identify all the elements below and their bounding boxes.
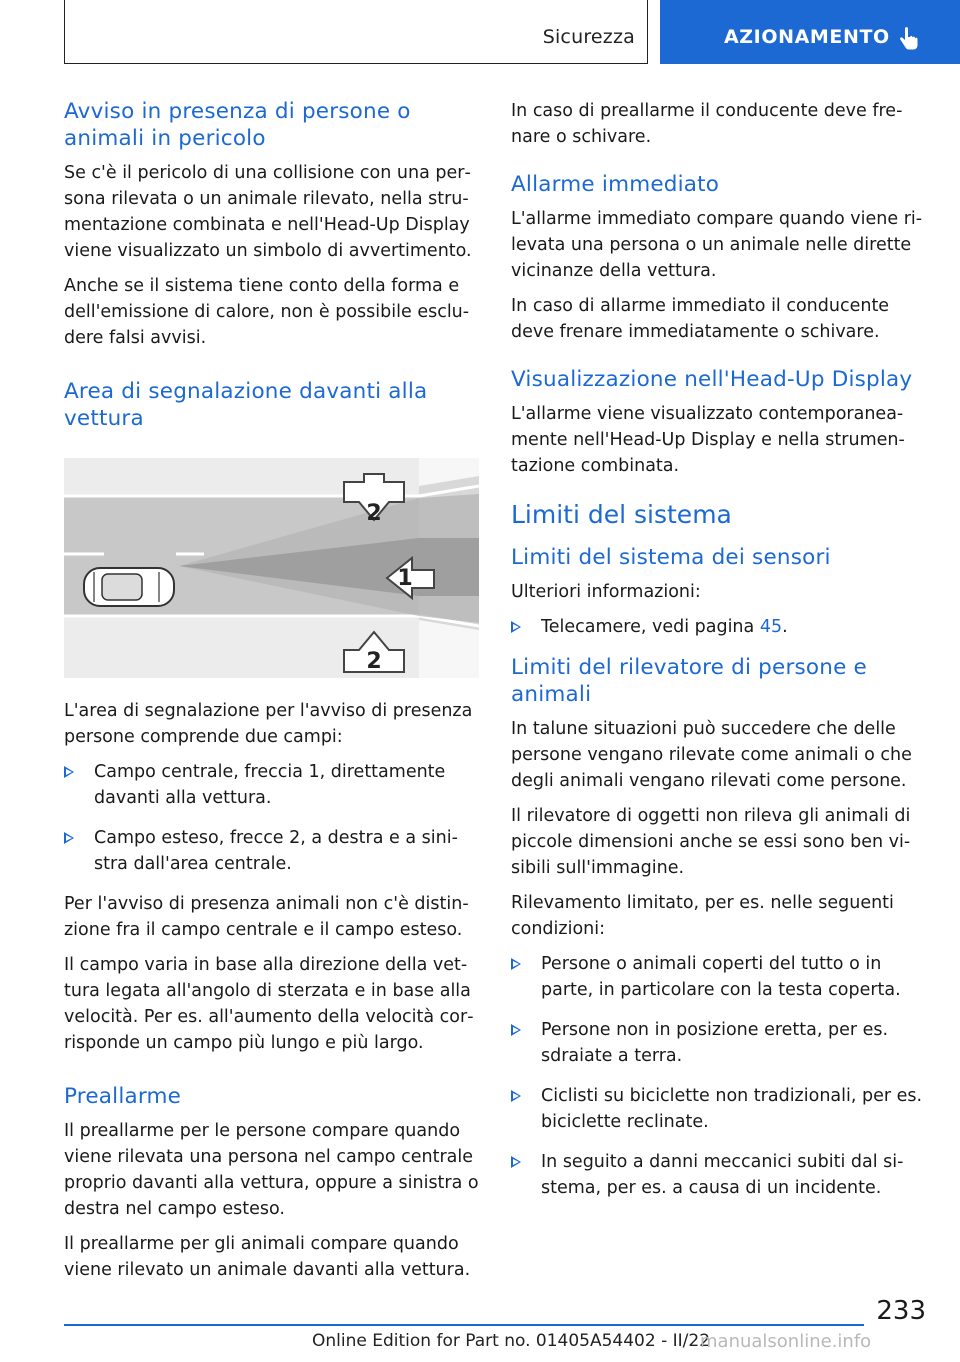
footer-watermark: manualsonline.info	[700, 1331, 872, 1352]
list-item: Campo esteso, frecce 2, a destra e a sinistra dall'area centrale.	[64, 825, 479, 877]
paragraph: Rilevamento limitato, per es. nelle seguenti condizioni:	[511, 893, 894, 939]
pointing-hand-icon	[896, 27, 920, 53]
list-item: Ciclisti su biciclette non tradizionali, per es. biciclette reclinate.	[511, 1083, 927, 1135]
list-item: Telecamere, vedi pagina 45.	[511, 614, 927, 640]
header-section-title: Sicurezza	[542, 26, 635, 48]
heading-immediate-alarm: Allarme immediato	[511, 172, 720, 197]
heading-detector-limits: Limiti del rilevatore di persone e animali	[511, 655, 867, 707]
paragraph: L'allarme viene visualizzato contemporaneamente nell'Head-Up Display e nella strumentazione combinata.	[511, 404, 905, 476]
bullet-arrow-icon	[511, 621, 521, 633]
paragraph: L'area di segnalazione per l'avviso di presenza persone comprende due campi:	[64, 701, 473, 747]
paragraph: L'allarme immediato compare quando viene rilevata una persona o un animale nelle dirette vicinanze della vettura.	[511, 209, 923, 281]
bullet-list-sensors	[511, 614, 927, 640]
bullet-arrow-icon	[511, 1090, 521, 1102]
left-column	[64, 98, 479, 1292]
paragraph: Il preallarme per gli animali compare quando viene rilevato un animale davanti alla vettura.	[64, 1234, 471, 1280]
paragraph: Se c'è il pericolo di una collisione con una persona rilevata o un animale rilevato, nella strumentazione combinata e nell'Head-Up Display viene visualizzato un simbolo di avvertimento.	[64, 163, 472, 261]
arrow-label-2-top: 2	[366, 501, 382, 526]
arrow-label-1: 1	[397, 566, 413, 591]
detection-area-diagram	[64, 458, 479, 678]
paragraph: Anche se il sistema tiene conto della forma e dell'emissione di calore, non è possibile escludere falsi avvisi.	[64, 276, 470, 348]
page-number: 233	[876, 1296, 926, 1326]
heading-sensor-limits: Limiti del sistema dei sensori	[511, 545, 831, 570]
list-item: Persone o animali coperti del tutto o in parte, in particolare con la testa coperta.	[511, 951, 927, 1003]
bullet-arrow-icon	[511, 1024, 521, 1036]
paragraph: In caso di preallarme il conducente deve frenare o schivare.	[511, 101, 903, 147]
page-link[interactable]: 45	[759, 617, 783, 637]
car-icon	[84, 568, 174, 606]
list-item: Persone non in posizione eretta, per es. sdraiate a terra.	[511, 1017, 927, 1069]
header-chapter-title: AZIONAMENTO	[724, 26, 890, 48]
heading-area: Area di segnalazione davanti alla vettura	[64, 379, 428, 431]
bullet-list-detector	[511, 951, 927, 1201]
bullet-list-area	[64, 759, 479, 877]
paragraph: Il campo varia in base alla direzione della vettura legata all'angolo di sterzata e in base alla velocità. Per es. all'aumento della velocità corrisponde un campo più lungo e più largo.	[64, 955, 474, 1053]
footer-edition: Online Edition for Part no. 01405A54402 - II/22	[312, 1331, 711, 1351]
heading-system-limits: Limiti del sistema	[511, 500, 732, 529]
list-item: In seguito a danni meccanici subiti dal sistema, per es. a causa di un incidente.	[511, 1149, 927, 1201]
footer-divider	[64, 1324, 864, 1326]
heading-hud: Visualizzazione nell'Head-Up Display	[511, 367, 913, 392]
arrow-label-2-bottom: 2	[366, 649, 382, 674]
paragraph: Il rilevatore di oggetti non rileva gli animali di piccole dimensioni anche se essi sono ben visibili sull'immagine.	[511, 806, 911, 878]
heading-warning: Avviso in presenza di persone o animali in pericolo	[64, 99, 411, 151]
bullet-arrow-icon	[511, 1156, 521, 1168]
paragraph: In caso di allarme immediato il conducente deve frenare immediatamente o schivare.	[511, 296, 890, 342]
paragraph: Ulteriori informazioni:	[511, 582, 701, 602]
list-item: Campo centrale, freccia 1, direttamente davanti alla vettura.	[64, 759, 479, 811]
heading-prealarm: Preallarme	[64, 1084, 182, 1109]
paragraph: In talune situazioni può succedere che delle persone vengano rilevate come animali o che degli animali vengano rilevati come persone.	[511, 719, 912, 791]
right-column	[511, 98, 927, 1215]
paragraph: Il preallarme per le persone compare quando viene rilevata una persona nel campo centrale proprio davanti alla vettura, oppure a sinistra o destra nel campo esteso.	[64, 1121, 479, 1219]
paragraph: Per l'avviso di presenza animali non c'è distinzione fra il campo centrale e il campo esteso.	[64, 894, 469, 940]
bullet-arrow-icon	[511, 958, 521, 970]
bullet-arrow-icon	[64, 766, 74, 778]
bullet-arrow-icon	[64, 832, 74, 844]
